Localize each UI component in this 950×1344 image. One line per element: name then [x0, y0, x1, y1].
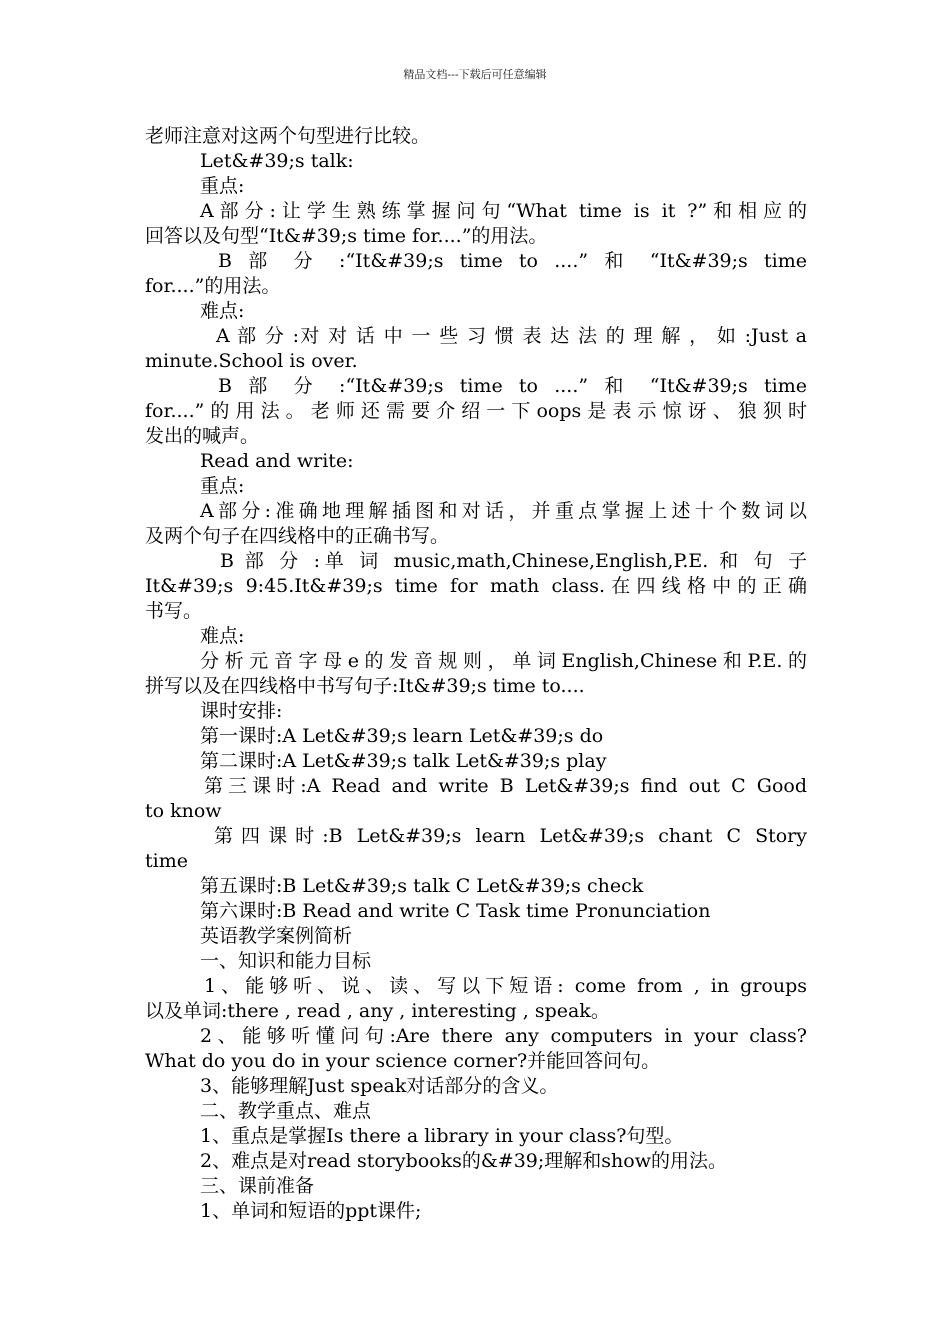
text-line: 二、教学重点、难点: [200, 1100, 372, 1122]
text-line: 拼写以及在四线格中书写句子:It&#39;s time to....: [145, 675, 585, 697]
text-line: 第六课时:B Read and write C Task time Pronunciation: [200, 900, 711, 922]
text-line: 以及单词:there , read , any , interesting , speak。: [145, 1000, 610, 1022]
text-line: 老师注意对这两个句型进行比较。: [145, 125, 431, 147]
text-line: 第一课时:A Let&#39;s learn Let&#39;s do: [200, 725, 604, 747]
text-line: What do you do in your science corner?并能回答问句。: [145, 1050, 661, 1072]
text-line: 英语教学案例简析: [200, 925, 353, 947]
text-line: 回答以及句型“It&#39;s time for....”的用法。: [145, 225, 548, 247]
text-line: 发出的喊声。: [145, 425, 260, 447]
text-line: 难点:: [200, 625, 245, 647]
text-line: 1、重点是掌握Is there a library in your class?句型。: [200, 1125, 684, 1147]
text-line: A部分:让学生熟练掌握问句“What time is it ?”和相应的: [200, 200, 807, 222]
text-line: A部分:准确地理解插图和对话，并重点掌握上述十个数词以: [200, 500, 807, 522]
text-line: A 部 分 :对 对 话 中 一 些 习 惯 表 达 法 的 理 解 ， 如 :Just a: [216, 325, 807, 347]
text-line: minute.School is over.: [145, 350, 358, 372]
text-line: 第五课时:B Let&#39;s talk C Let&#39;s check: [200, 875, 644, 897]
text-line: 第二课时:A Let&#39;s talk Let&#39;s play: [200, 750, 607, 772]
text-line: B 部 分 :单 词 music,math,Chinese,English,P.E. 和 句 子: [220, 550, 807, 572]
text-line: 2、难点是对read storybooks的&#39;理解和show的用法。: [200, 1150, 727, 1172]
page-header: 精品文档---下载后可任意编辑: [403, 68, 547, 81]
text-line: 3、能够理解Just speak对话部分的含义。: [200, 1075, 559, 1097]
text-line: 1、能够听、说、读、写以下短语: come from , in groups: [204, 975, 807, 997]
text-line: 难点:: [200, 300, 245, 322]
text-line: for....”的用法。: [145, 275, 281, 297]
text-line: It&#39;s 9:45.It&#39;s time for math class.在四线格中的正确: [145, 575, 807, 597]
text-line: to know: [145, 800, 222, 822]
text-line: 重点:: [200, 475, 245, 497]
text-line: 书写。: [145, 600, 203, 622]
text-line: 1、单词和短语的ppt课件;: [200, 1200, 422, 1222]
text-line: 第三课时:A Read and write B Let&#39;s find out C Good: [204, 775, 807, 797]
text-line: 一、知识和能力目标: [200, 950, 372, 972]
text-line: B 部 分 :“It&#39;s time to ....” 和 “It&#39;s time: [218, 375, 807, 397]
text-line: 2、能够听懂问句:Are there any computers in your class?: [200, 1025, 807, 1047]
text-line: 重点:: [200, 175, 245, 197]
text-line: for....”的用法。老师还需要介绍一下oops是表示惊讶、狼狈时: [145, 400, 807, 422]
text-line: time: [145, 850, 188, 872]
text-line: 三、课前准备: [200, 1175, 315, 1197]
text-line: 第四课时:B Let&#39;s learn Let&#39;s chant C Story: [214, 825, 807, 847]
text-line: Let&#39;s talk:: [200, 150, 354, 172]
text-line: Read and write:: [200, 450, 354, 472]
text-line: 及两个句子在四线格中的正确书写。: [145, 525, 450, 547]
text-line: 分析元音字母e的发音规则，单词English,Chinese和P.E.的: [200, 650, 807, 672]
text-line: B 部 分 :“It&#39;s time to ....” 和 “It&#39;s time: [218, 250, 807, 272]
text-line: 课时安排:: [200, 700, 283, 722]
